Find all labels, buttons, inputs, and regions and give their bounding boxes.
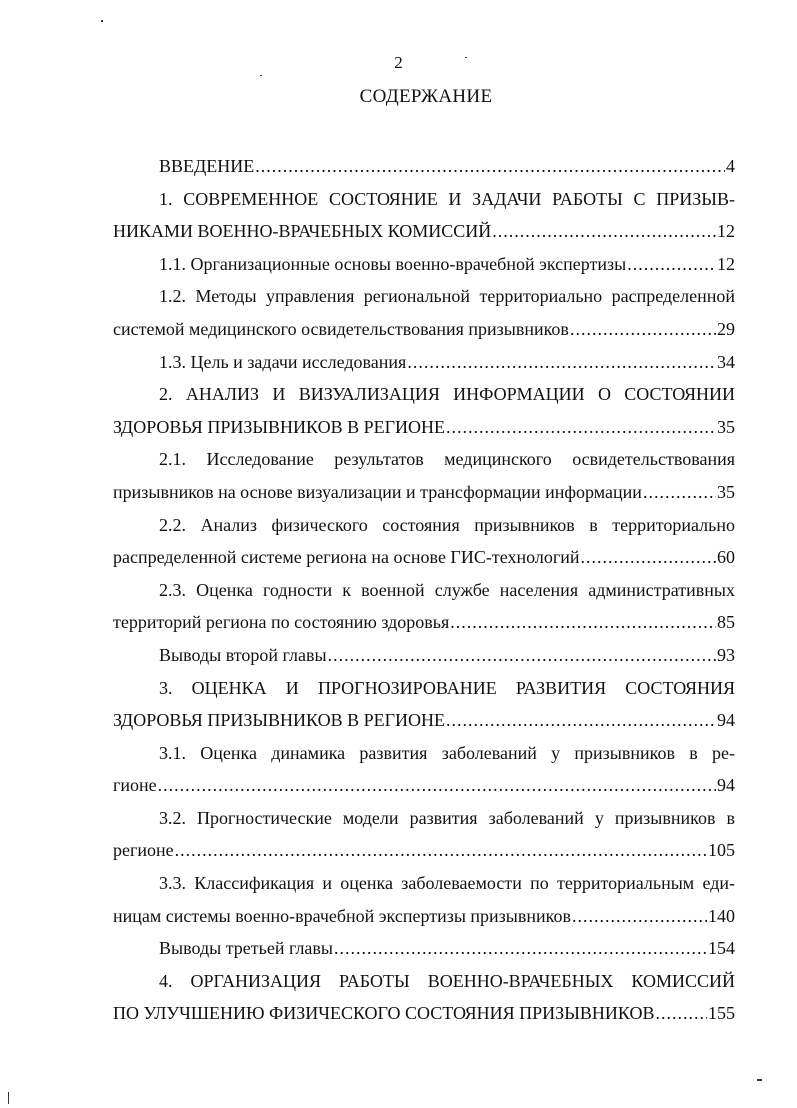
dot-leader: [175, 834, 707, 867]
toc-entry-section-1-2[interactable]: [113, 280, 735, 345]
toc-page-number: 94: [717, 710, 735, 731]
toc-entry-introduction[interactable]: [113, 150, 735, 183]
dot-leader: [655, 997, 707, 1030]
dot-leader: [492, 215, 716, 248]
dot-leader: [570, 313, 716, 346]
toc-entry-title: 3. ОЦЕНКА И ПРОГНОЗИРОВАНИЕ РАЗВИТИЯ СОСТОЯНИЯ: [159, 677, 735, 698]
toc-entry-conclusions-2[interactable]: [113, 639, 735, 672]
toc-page-number: 140: [708, 905, 735, 926]
toc-entry-section-2-3[interactable]: [113, 574, 735, 639]
toc-entry-title: 3.1. Оценка динамика развития заболеваний у призывников в ре-: [159, 742, 735, 763]
toc-entry-chapter-3[interactable]: [113, 672, 735, 737]
toc-entry-chapter-4[interactable]: [113, 965, 735, 1030]
toc-entry-title-continued: ницам системы военно-врачебной экспертизы призывников: [113, 905, 571, 926]
toc-entry-title: ВВЕДЕНИЕ: [159, 156, 255, 176]
dot-leader: [580, 541, 716, 574]
toc-page-number: 12: [717, 221, 735, 242]
toc-entry-title: 1.1. Организационные основы военно-врачебной экспертизы: [159, 253, 627, 274]
toc-entry-section-3-2[interactable]: [113, 802, 735, 867]
toc-page-number: 85: [717, 612, 735, 633]
toc-entry-title: 2. АНАЛИЗ И ВИЗУАЛИЗАЦИЯ ИНФОРМАЦИИ О СОСТОЯНИИ: [159, 384, 735, 405]
toc-entry-title: 2.3. Оценка годности к военной службе населения административных: [159, 579, 735, 600]
toc-entry-title: 1.2. Методы управления региональной территориально распределенной: [159, 286, 735, 307]
toc-entry-title: 4. ОРГАНИЗАЦИЯ РАБОТЫ ВОЕННО-ВРАЧЕБНЫХ КОМИССИЙ: [159, 970, 735, 991]
toc-entry-section-1-1[interactable]: [113, 248, 735, 281]
toc-page-number: 154: [708, 938, 735, 959]
scan-speck: [8, 1092, 9, 1104]
page-title: СОДЕРЖАНИЕ: [359, 86, 493, 107]
toc-page-number: 155: [708, 1003, 735, 1024]
toc-entry-title: Выводы второй главы: [159, 644, 327, 665]
toc-entry-title-continued: регионе: [113, 840, 174, 861]
page-number: 2: [394, 53, 403, 72]
toc-entry-title: 3.2. Прогностические модели развития заболеваний у призывников в: [159, 807, 735, 828]
toc-entry-section-1-3[interactable]: [113, 346, 735, 379]
toc-page-number: 34: [717, 351, 735, 372]
toc-entry-title-continued: гионе: [113, 775, 157, 796]
dot-leader: [328, 639, 716, 672]
toc-entry-title-continued: системой медицинского освидетельствования призывников: [113, 318, 569, 339]
toc-page-number: 4: [726, 156, 735, 176]
toc-entry-chapter-1[interactable]: [113, 183, 735, 248]
toc-page-number: 94: [717, 775, 735, 796]
toc-entry-title: 1.3. Цель и задачи исследования: [159, 351, 407, 372]
toc-entry-title-continued: ЗДОРОВЬЯ ПРИЗЫВНИКОВ В РЕГИОНЕ: [113, 416, 446, 437]
toc-entry-title-continued: распределенной системе региона на основе ГИС-технологий: [113, 547, 580, 568]
dot-leader: [446, 411, 716, 444]
toc-page-number: 105: [708, 840, 735, 861]
scan-speck: [101, 20, 103, 22]
toc-entry-title: 2.2. Анализ физического состояния призывников в территориально: [159, 514, 735, 535]
dot-leader: [572, 900, 707, 933]
toc-page-number: 35: [717, 481, 735, 502]
dot-leader: [255, 150, 725, 183]
toc-page-number: 12: [717, 253, 735, 274]
toc-entry-section-3-3[interactable]: [113, 867, 735, 932]
toc-entry-title-continued: ЗДОРОВЬЯ ПРИЗЫВНИКОВ В РЕГИОНЕ: [113, 710, 446, 731]
toc-entry-conclusions-3[interactable]: [113, 932, 735, 965]
toc-entry-section-3-1[interactable]: [113, 737, 735, 802]
dot-leader: [158, 769, 716, 802]
dot-leader: [627, 248, 716, 281]
dot-leader: [334, 932, 707, 965]
dot-leader: [643, 476, 716, 509]
toc-entry-title-continued: призывников на основе визуализации и трансформации информации: [113, 481, 642, 502]
toc-entry-title: 3.3. Классификация и оценка заболеваемости по территориальным еди-: [159, 873, 735, 894]
dot-leader: [407, 346, 716, 379]
scan-speck: [757, 1079, 762, 1081]
toc-page-number: 93: [717, 644, 735, 665]
toc-entry-chapter-2[interactable]: [113, 378, 735, 443]
toc-entry-title: 2.1. Исследование результатов медицинского освидетельствования: [159, 449, 735, 470]
toc-page-number: 29: [717, 318, 735, 339]
dot-leader: [450, 606, 716, 639]
toc-entry-title: 1. СОВРЕМЕННОЕ СОСТОЯНИЕ И ЗАДАЧИ РАБОТЫ С ПРИЗЫВ-: [159, 188, 735, 209]
toc-entry-section-2-2[interactable]: [113, 509, 735, 574]
toc-page-number: 60: [717, 547, 735, 568]
dot-leader: [446, 704, 716, 737]
toc-entry-title-continued: НИКАМИ ВОЕННО-ВРАЧЕБНЫХ КОМИССИЙ: [113, 221, 492, 242]
scan-speck: [260, 75, 262, 76]
toc-entry-title-continued: территорий региона по состоянию здоровья: [113, 612, 450, 633]
scan-speck: [465, 57, 467, 58]
toc-entry-title-continued: ПО УЛУЧШЕНИЮ ФИЗИЧЕСКОГО СОСТОЯНИЯ ПРИЗЫВНИКОВ: [113, 1003, 655, 1024]
toc-entry-section-2-1[interactable]: [113, 443, 735, 508]
toc-entry-title: Выводы третьей главы: [159, 938, 334, 959]
table-of-contents: [113, 150, 735, 1030]
toc-page-number: 35: [717, 416, 735, 437]
